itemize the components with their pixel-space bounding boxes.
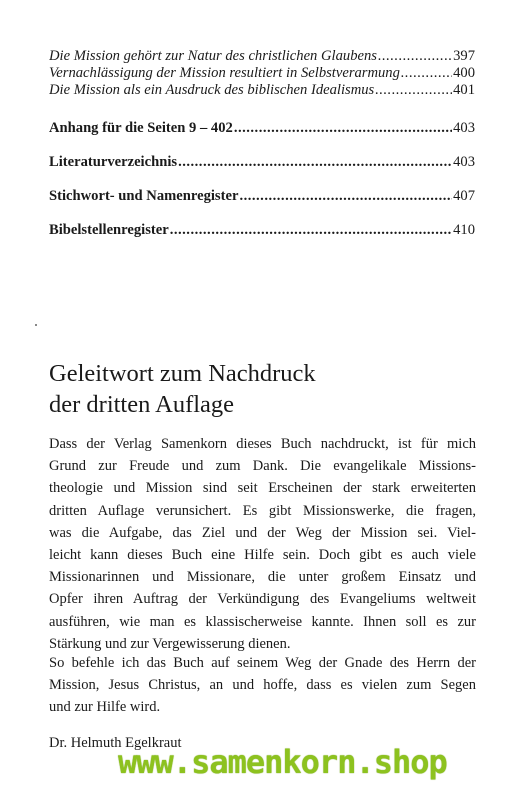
toc-entry-label: Anhang für die Seiten 9 – 402 — [49, 120, 233, 136]
toc-entry-bible-index — [49, 222, 475, 239]
toc-entry-page: 410 — [453, 222, 475, 238]
toc-subentry-page: 400 — [453, 65, 475, 81]
toc-subentry — [49, 82, 475, 99]
paragraph-line: dritten Auflage verunsichert. Es gibt Missionswerke, die fragen, — [49, 502, 476, 519]
foreword-paragraph-1 — [49, 433, 476, 655]
toc-entry-bibliography — [49, 154, 475, 171]
paragraph-line: ausführen, wie man es klassischerweise kannte. Ihnen soll es zur — [49, 613, 476, 630]
toc-leader-dots — [170, 222, 452, 239]
paragraph-line: theologie und Mission sind seit Erscheinen der stark erweiterten — [49, 480, 476, 497]
toc-entry-appendix — [49, 120, 475, 137]
toc-entry-page: 403 — [453, 120, 475, 136]
paragraph-line: leicht kann dieses Buch eine Hilfe sein. Doch gibt es auch viele — [49, 547, 476, 564]
toc-entry-index — [49, 188, 475, 205]
scan-speck — [35, 324, 37, 326]
paragraph-line: Grund zur Freude und zum Dank. Die evangelikale Missions- — [49, 458, 476, 475]
paragraph-line: Opfer ihren Auftrag der Verkündigung des Evangeliums weltweit — [49, 591, 476, 608]
toc-entry-page: 403 — [453, 154, 475, 170]
foreword-author: Dr. Helmuth Egelkraut — [49, 735, 182, 751]
toc-subentry-page: 401 — [453, 82, 475, 98]
foreword-paragraph-2 — [49, 652, 476, 719]
toc-subentry — [49, 65, 475, 82]
paragraph-line: So befehle ich das Buch auf seinem Weg der Gnade des Herrn der — [49, 655, 476, 671]
toc-subentry-page: 397 — [453, 48, 475, 64]
paragraph-line: Missionarinnen und Missionare, die unter großem Einsatz und — [49, 569, 476, 586]
toc-leader-dots — [234, 120, 452, 137]
paragraph-line: Mission, Jesus Christus, an und hoffe, dass es vielen zum Segen — [49, 677, 476, 694]
foreword-title-line: Geleitwort zum Nachdruck — [49, 360, 316, 387]
toc-subentry — [49, 48, 475, 65]
toc-entry-page: 407 — [453, 188, 475, 204]
toc-leader-dots — [378, 48, 452, 65]
paragraph-line: Stärkung und zur Vergewisserung dienen. — [49, 635, 291, 652]
toc-entry-label: Literaturverzeichnis — [49, 154, 178, 170]
paragraph-line: und zur Hilfe wird. — [49, 699, 161, 716]
toc-leader-dots — [239, 188, 452, 205]
toc-entry-label: Bibelstellenregister — [49, 222, 169, 238]
toc-subentry-label: Die Mission als ein Ausdruck des biblischen Idealismus — [49, 82, 375, 98]
foreword-title-line: der dritten Auflage — [49, 391, 235, 418]
toc-leader-dots — [178, 154, 452, 171]
foreword-title — [49, 358, 489, 420]
toc-leader-dots — [401, 65, 452, 82]
toc-subentries — [49, 48, 475, 99]
toc-entry-label: Stichwort- und Namenregister — [49, 188, 239, 204]
toc-subentry-label: Vernachlässigung der Mission resultiert in Selbstverarmung — [49, 65, 400, 81]
toc-leader-dots — [375, 82, 452, 99]
toc-subentry-label: Die Mission gehört zur Natur des christlichen Glaubens — [49, 48, 377, 64]
watermark: www.samenkorn.shop — [118, 743, 447, 781]
paragraph-line: was die Aufgabe, das Ziel und der Weg der Mission sei. Viel- — [49, 524, 476, 541]
paragraph-line: Dass der Verlag Samenkorn dieses Buch nachdruckt, ist für mich — [49, 436, 476, 452]
